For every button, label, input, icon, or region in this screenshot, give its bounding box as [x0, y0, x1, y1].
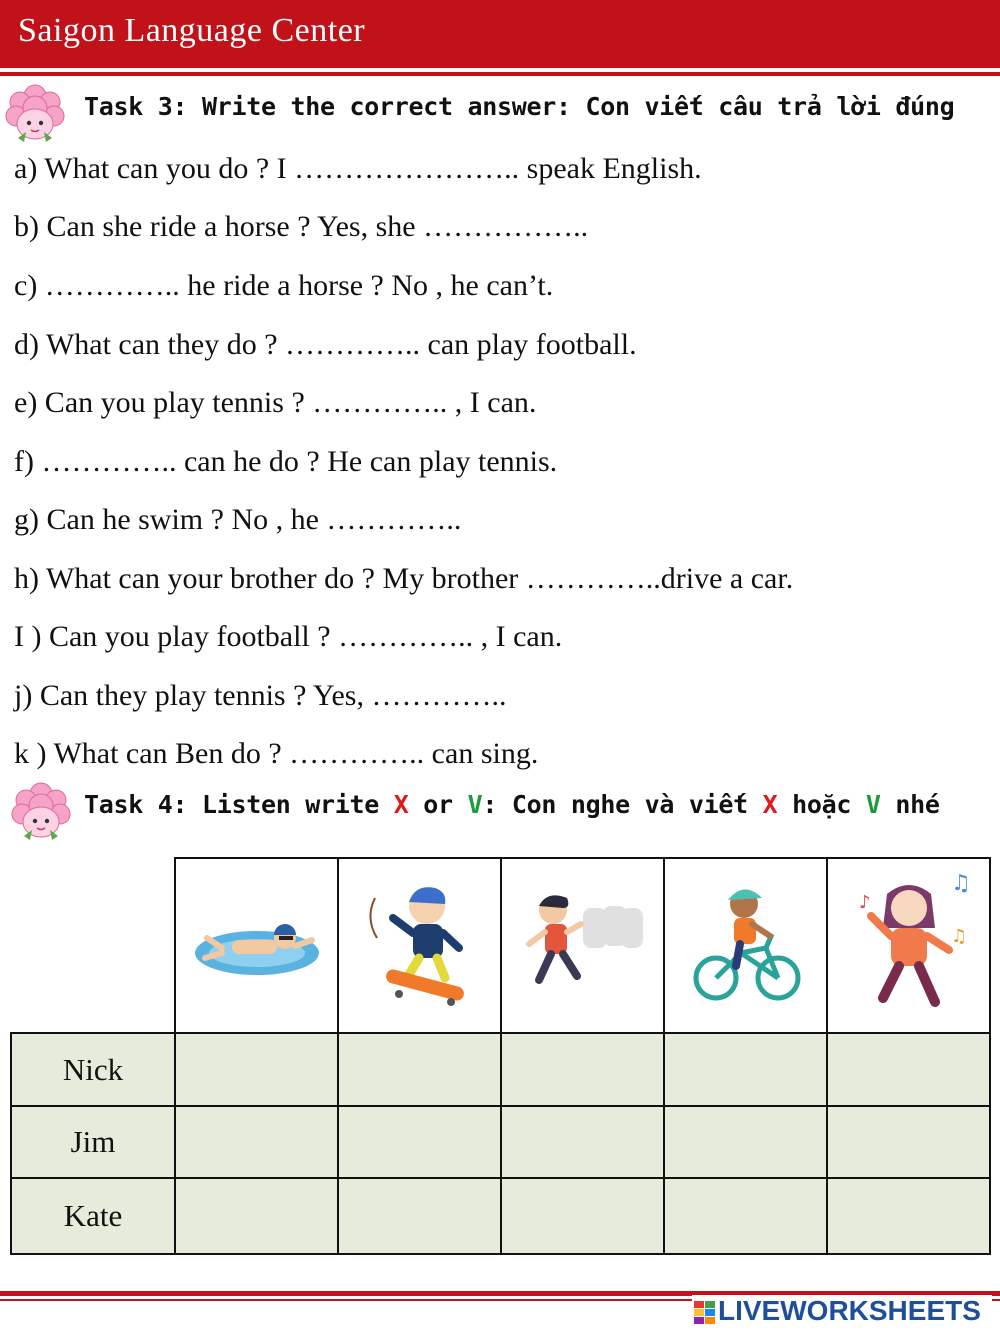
- mark-x-label: X: [393, 790, 409, 819]
- answer-cell[interactable]: [338, 1106, 501, 1178]
- question-d: d) What can they do ? ………….. can play football.: [14, 328, 637, 361]
- svg-text:♫: ♫: [950, 871, 971, 896]
- grid-corner: [11, 858, 175, 1033]
- header-bar: [0, 0, 1000, 68]
- question-a: a) What can you do ? I ………………….. speak English.: [14, 152, 702, 185]
- swimming-icon: [187, 898, 327, 988]
- header-underline: [0, 72, 1000, 76]
- question-g: g) Can he swim ? No , he …………..: [14, 503, 462, 536]
- task4-heading-hoac: hoặc: [777, 790, 866, 819]
- singing-icon: [839, 868, 979, 1018]
- mark-x-label: X: [762, 790, 778, 819]
- task3-heading: Task 3: Write the correct answer: Con viết câu trả lời đúng: [84, 92, 955, 121]
- table-row: [11, 1178, 990, 1254]
- question-j: j) Can they play tennis ? Yes, …………..: [14, 679, 507, 712]
- listening-grid: [10, 857, 991, 1255]
- student-name: Nick: [11, 1033, 175, 1106]
- liveworksheets-logo-icon: [694, 1301, 716, 1325]
- task4-heading-mid: : Con nghe và viết: [482, 790, 763, 819]
- activity-run-cell: [501, 858, 664, 1033]
- header-title: Saigon Language Center: [18, 12, 366, 49]
- activity-skateboard-cell: [338, 858, 501, 1033]
- svg-text:♫: ♫: [950, 926, 967, 947]
- activity-sing-cell: [827, 858, 990, 1033]
- question-h: h) What can your brother do ? My brother …………..drive a car.: [14, 562, 794, 595]
- activity-cycle-cell: [664, 858, 827, 1033]
- question-i: I ) Can you play football ? ………….. , I can.: [14, 620, 563, 653]
- answer-cell[interactable]: [338, 1033, 501, 1106]
- svg-text:♪: ♪: [858, 892, 870, 913]
- running-icon: [513, 888, 653, 998]
- answer-cell[interactable]: [664, 1178, 827, 1254]
- flower-character-icon: [8, 780, 74, 846]
- answer-cell[interactable]: [501, 1106, 664, 1178]
- mark-v-label: V: [467, 790, 483, 819]
- answer-cell[interactable]: [501, 1178, 664, 1254]
- answer-cell[interactable]: [827, 1178, 990, 1254]
- task4-heading-prefix: Task 4: Listen write: [84, 790, 394, 819]
- table-row: [11, 1106, 990, 1178]
- question-k: k ) What can Ben do ? ………….. can sing.: [14, 737, 539, 770]
- mark-v-label: V: [865, 790, 881, 819]
- table-row: [11, 1033, 990, 1106]
- skateboarding-icon: [355, 878, 485, 1008]
- answer-cell[interactable]: [501, 1033, 664, 1106]
- question-b: b) Can she ride a horse ? Yes, she ……………..: [14, 210, 589, 243]
- flower-character-icon: [2, 82, 68, 148]
- student-name: Jim: [11, 1106, 175, 1178]
- question-f: f) ………….. can he do ? He can play tennis.: [14, 445, 558, 478]
- task4-heading-or: or: [408, 790, 468, 819]
- question-c: c) ………….. he ride a horse ? No , he can’t.: [14, 269, 554, 302]
- question-e: e) Can you play tennis ? ………….. , I can.: [14, 386, 537, 419]
- answer-cell[interactable]: [175, 1033, 338, 1106]
- brand-logo: [692, 1295, 992, 1331]
- answer-cell[interactable]: [827, 1033, 990, 1106]
- student-name: Kate: [11, 1178, 175, 1254]
- answer-cell[interactable]: [175, 1178, 338, 1254]
- answer-cell[interactable]: [664, 1106, 827, 1178]
- answer-cell[interactable]: [664, 1033, 827, 1106]
- answer-cell[interactable]: [175, 1106, 338, 1178]
- activity-swim-cell: [175, 858, 338, 1033]
- answer-cell[interactable]: [827, 1106, 990, 1178]
- task4-heading-end: nhé: [880, 790, 940, 819]
- brand-name: LIVEWORKSHEETS: [718, 1295, 981, 1326]
- task4-heading: [84, 790, 940, 819]
- answer-cell[interactable]: [338, 1178, 501, 1254]
- cycling-icon: [686, 878, 806, 1008]
